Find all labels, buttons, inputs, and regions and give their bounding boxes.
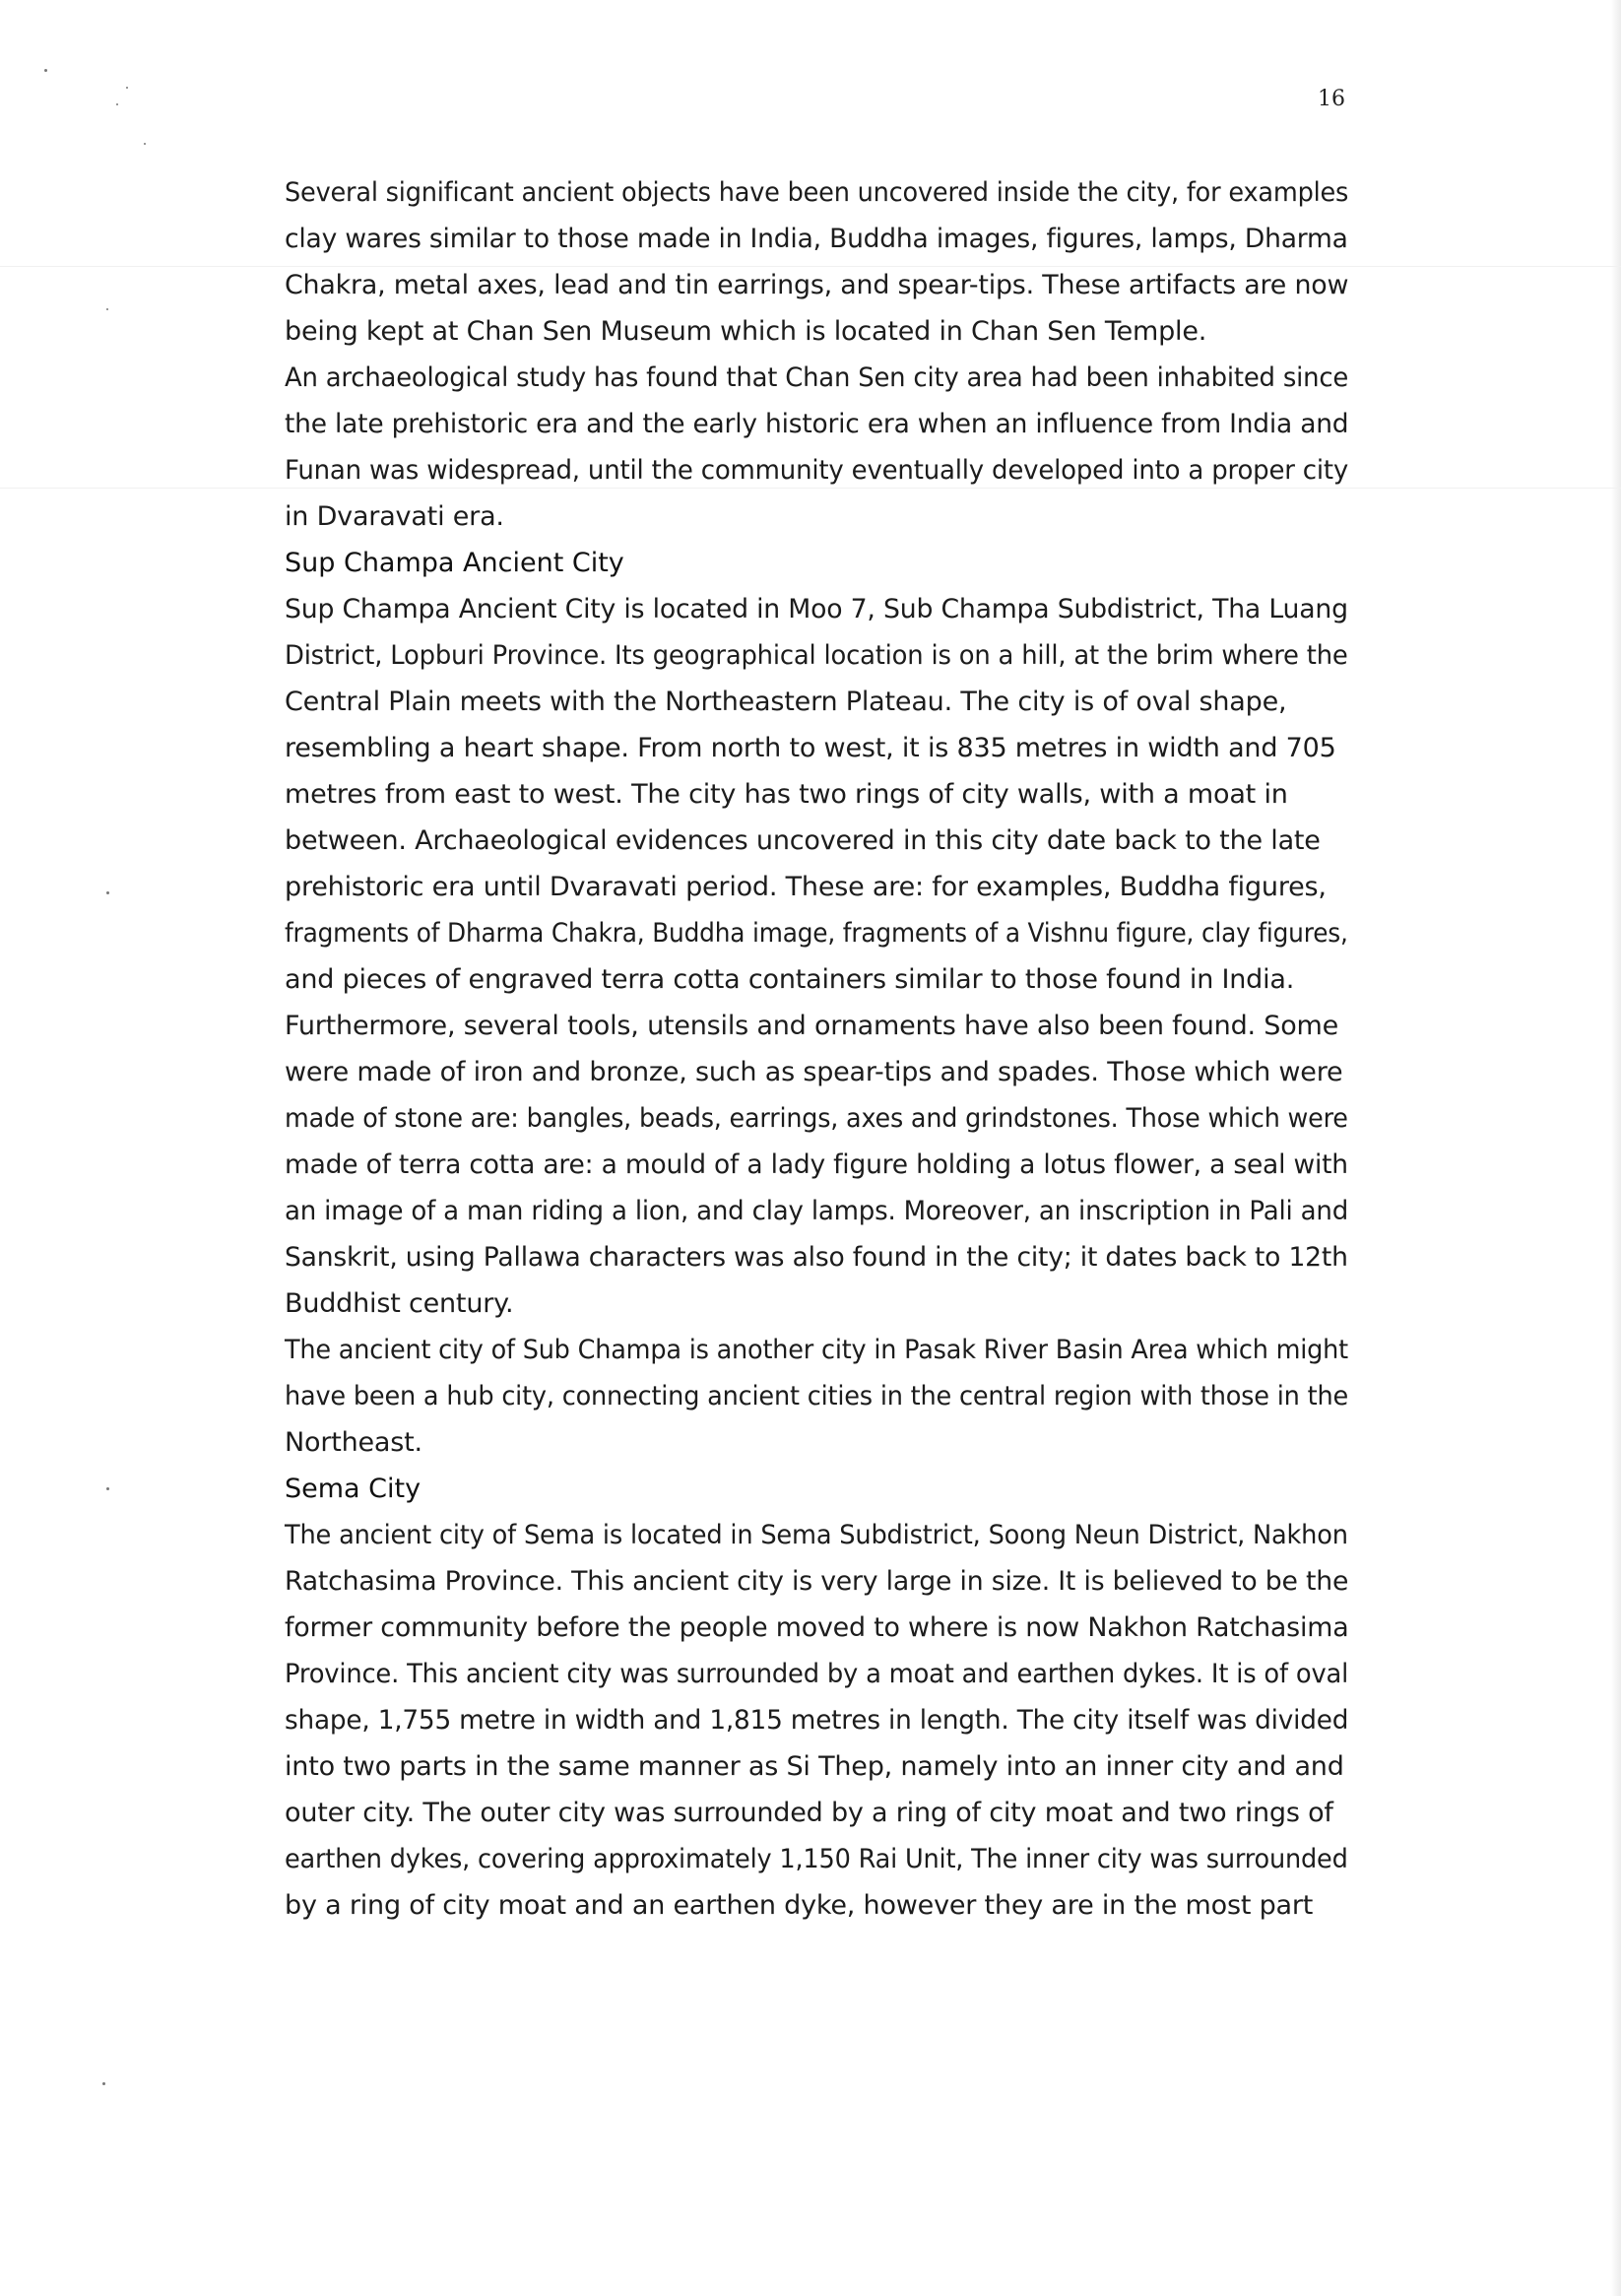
paragraph-line: Several significant ancient objects have been uncovered inside the city, for examples <box>285 177 1349 208</box>
paragraph-line: being kept at Chan Sen Museum which is located in Chan Sen Temple. <box>285 316 1207 347</box>
paragraph-line: fragments of Dharma Chakra, Buddha image, fragments of a Vishnu figure, clay figures, <box>285 918 1348 949</box>
paragraph <box>285 169 1348 355</box>
paragraph-line: Buddhist century. <box>285 1288 514 1319</box>
paragraph-line: Chakra, metal axes, lead and tin earrings, and spear-tips. These artifacts are now <box>285 270 1349 300</box>
paragraph-line: outer city. The outer city was surrounded by a ring of city moat and two rings of <box>285 1798 1333 1828</box>
scan-speck <box>106 308 108 310</box>
paragraph-line: metres from east to west. The city has two rings of city walls, with a moat in <box>285 779 1288 810</box>
scan-speck <box>106 891 109 894</box>
paragraph <box>285 355 1348 540</box>
paragraph-line: prehistoric era until Dvaravati period. These are: for examples, Buddha figures, <box>285 872 1327 902</box>
paragraph-line: into two parts in the same manner as Si Thep, namely into an inner city and and <box>285 1751 1344 1782</box>
document-body <box>285 169 1348 1929</box>
scan-speck <box>44 69 47 72</box>
paragraph-line: in Dvaravati era. <box>285 501 504 532</box>
paragraph-line: shape, 1,755 metre in width and 1,815 metres in length. The city itself was divided <box>285 1705 1349 1736</box>
paragraph-line: Furthermore, several tools, utensils and ornaments have also been found. Some <box>285 1011 1339 1041</box>
paragraph-line: the late prehistoric era and the early historic era when an influence from India and <box>285 409 1349 439</box>
paragraph-line: An archaeological study has found that Chan Sen city area had been inhabited since <box>285 362 1349 393</box>
heading-text: Sema City <box>285 1474 421 1504</box>
scan-speck <box>102 2082 105 2085</box>
paragraph-line: The ancient city of Sub Champa is another city in Pasak River Basin Area which might <box>285 1335 1348 1365</box>
scan-speck <box>126 87 128 89</box>
paragraph-line: between. Archaeological evidences uncovered in this city date back to the late <box>285 825 1321 856</box>
paragraph-line: Northeast. <box>285 1427 422 1458</box>
scan-page-edge <box>1611 0 1621 2296</box>
paragraph <box>285 1327 1348 1466</box>
paragraph-line: The ancient city of Sema is located in Sema Subdistrict, Soong Neun District, Nakhon <box>285 1520 1348 1550</box>
scan-speck <box>144 143 146 145</box>
paragraph <box>285 1512 1348 1929</box>
paragraph-line: made of stone are: bangles, beads, earrings, axes and grindstones. Those which were <box>285 1103 1348 1134</box>
paragraph <box>285 586 1348 1327</box>
paragraph-line: an image of a man riding a lion, and clay lamps. Moreover, an inscription in Pali and <box>285 1196 1349 1226</box>
paragraph-line: by a ring of city moat and an earthen dyke, however they are in the most part <box>285 1890 1314 1921</box>
paragraph-line: earthen dykes, covering approximately 1,150 Rai Unit, The inner city was surrounded <box>285 1844 1348 1874</box>
paragraph-line: made of terra cotta are: a mould of a lady figure holding a lotus flower, a seal with <box>285 1149 1348 1180</box>
paragraph-line: Ratchasima Province. This ancient city is very large in size. It is believed to be the <box>285 1566 1349 1597</box>
paragraph-line: Central Plain meets with the Northeastern Plateau. The city is of oval shape, <box>285 687 1287 717</box>
paragraph-line: District, Lopburi Province. Its geographical location is on a hill, at the brim where the <box>285 640 1348 671</box>
paragraph-line: clay wares similar to those made in India, Buddha images, figures, lamps, Dharma <box>285 224 1348 254</box>
paragraph-line: Province. This ancient city was surrounded by a moat and earthen dykes. It is of oval <box>285 1659 1349 1689</box>
scan-speck <box>116 103 118 105</box>
scan-speck <box>106 1487 109 1490</box>
paragraph-line: have been a hub city, connecting ancient cities in the central region with those in the <box>285 1381 1348 1411</box>
paragraph-line: and pieces of engraved terra cotta containers similar to those found in India. <box>285 964 1295 995</box>
heading-text: Sup Champa Ancient City <box>285 548 624 578</box>
paragraph-line: were made of iron and bronze, such as spear-tips and spades. Those which were <box>285 1057 1343 1087</box>
paragraph-line: resembling a heart shape. From north to west, it is 835 metres in width and 705 <box>285 733 1336 763</box>
paragraph-line: Sup Champa Ancient City is located in Moo 7, Sub Champa Subdistrict, Tha Luang <box>285 594 1348 624</box>
paragraph-line: Sanskrit, using Pallawa characters was also found in the city; it dates back to 12th <box>285 1242 1348 1273</box>
section-heading <box>285 1466 1348 1512</box>
paragraph-line: former community before the people moved to where is now Nakhon Ratchasima <box>285 1612 1349 1643</box>
page-number: 16 <box>1318 87 1345 111</box>
paragraph-line: Funan was widespread, until the community eventually developed into a proper city <box>285 455 1349 486</box>
section-heading <box>285 540 1348 586</box>
